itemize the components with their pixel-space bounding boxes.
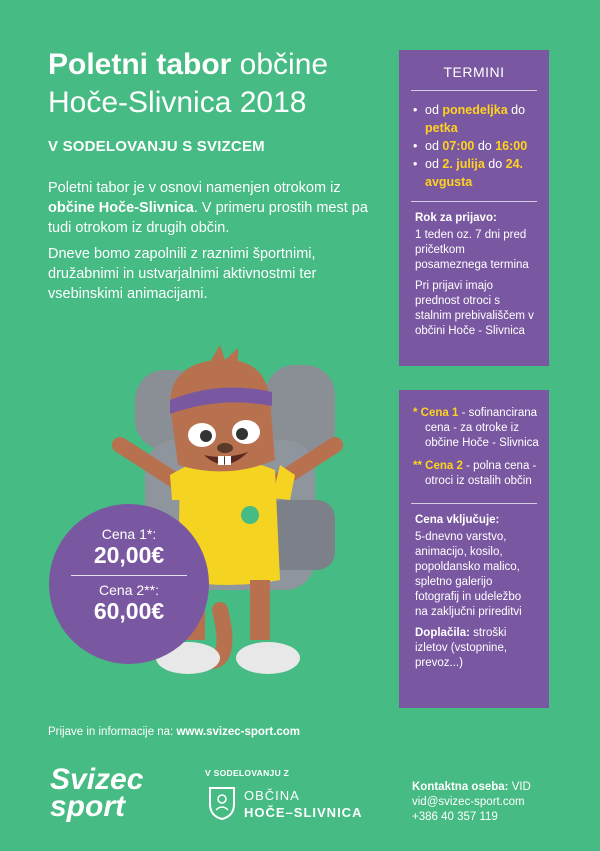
info-line — [48, 726, 300, 738]
divider — [411, 90, 537, 91]
obcina-line2: HOČE–SLIVNICA — [244, 805, 363, 820]
termini-list — [399, 101, 549, 191]
cena1-label: Cena 1*: — [101, 526, 157, 542]
info-text: Prijave in informacije na: — [48, 726, 177, 738]
cena2-note: ** Cena 2 - polna cena - otroci iz ostalih občin — [413, 460, 537, 487]
cena2-label: Cena 2**: — [99, 582, 159, 598]
contact-person: Kontaktna oseba: VID — [412, 781, 531, 793]
contact-phone[interactable]: +386 40 357 119 — [412, 811, 498, 823]
obcina-logo-text — [244, 787, 362, 821]
intro-text: Poletni tabor je v osnovi namenjen otrokom iz — [48, 180, 341, 196]
title-bold: Poletni tabor — [48, 48, 232, 81]
cena1-value: 20,00€ — [93, 542, 165, 568]
cene-notes — [399, 406, 549, 489]
title-rest: občine — [231, 48, 329, 81]
obcina-crest-icon — [208, 786, 236, 820]
rok-label: Rok za prijavo: — [415, 212, 497, 224]
vkljucuje-text: 5-dnevno varstvo, animacijo, kosilo, popoldansko malico, spletno galerijo fotografij in udeležbo na zaključni prireditvi — [415, 531, 522, 618]
termini-heading: TERMINI — [443, 64, 505, 80]
intro-paragraph-2: Dneve bomo zapolnili z raznimi športnimi, družabnimi in ustvarjalnimi aktivnostmi ter vsebinskimi animacijami. — [48, 246, 317, 302]
termini-item: • od 07:00 do 16:00 — [413, 137, 537, 155]
collab-label: V SODELOVANJU Z — [205, 768, 290, 778]
doplacila-text: Doplačila: stroški izletov (vstopnine, prevoz...) — [415, 627, 508, 669]
divider — [71, 575, 187, 576]
cena1-note: * Cena 1 - sofinancirana cena - za otroke iz občine Hoče - Slivnica — [413, 407, 539, 449]
contact-block — [412, 780, 531, 825]
intro-text-end: . V primeru prostih mest pa tudi otrokom iz drugih občin. — [48, 200, 368, 236]
logo-line2: sport — [50, 790, 125, 823]
contact-email[interactable]: vid@svizec-sport.com — [412, 796, 525, 808]
termini-panel — [399, 50, 549, 366]
divider — [411, 201, 537, 202]
intro-bold: občine Hoče-Slivnica — [48, 200, 194, 216]
subtitle: V SODELOVANJU S SVIZCEM — [48, 138, 265, 155]
rok-text: 1 teden oz. 7 dni pred pričetkom posameznega termina — [415, 229, 529, 271]
divider — [411, 503, 537, 504]
price-badge — [49, 504, 209, 664]
intro-paragraph-1 — [48, 178, 378, 238]
logo-line1: Svizec — [50, 763, 144, 796]
svizec-sport-logo — [50, 763, 144, 823]
page-title — [48, 46, 388, 122]
title-line2: Hoče-Slivnica 2018 — [48, 86, 307, 119]
website-link[interactable]: www.svizec-sport.com — [176, 726, 301, 738]
prednost-text: Pri prijavi imajo prednost otroci s stalnim prebivališčem v občini Hoče - Slivnica — [415, 280, 534, 337]
vkljucuje-label: Cena vključuje: — [415, 514, 500, 526]
termini-item: • od ponedeljka do petka — [413, 101, 537, 137]
obcina-line1: OBČINA — [244, 788, 300, 803]
cene-panel — [399, 390, 549, 708]
termini-item: • od 2. julija do 24. avgusta — [413, 155, 537, 191]
cena2-value: 60,00€ — [93, 598, 165, 624]
